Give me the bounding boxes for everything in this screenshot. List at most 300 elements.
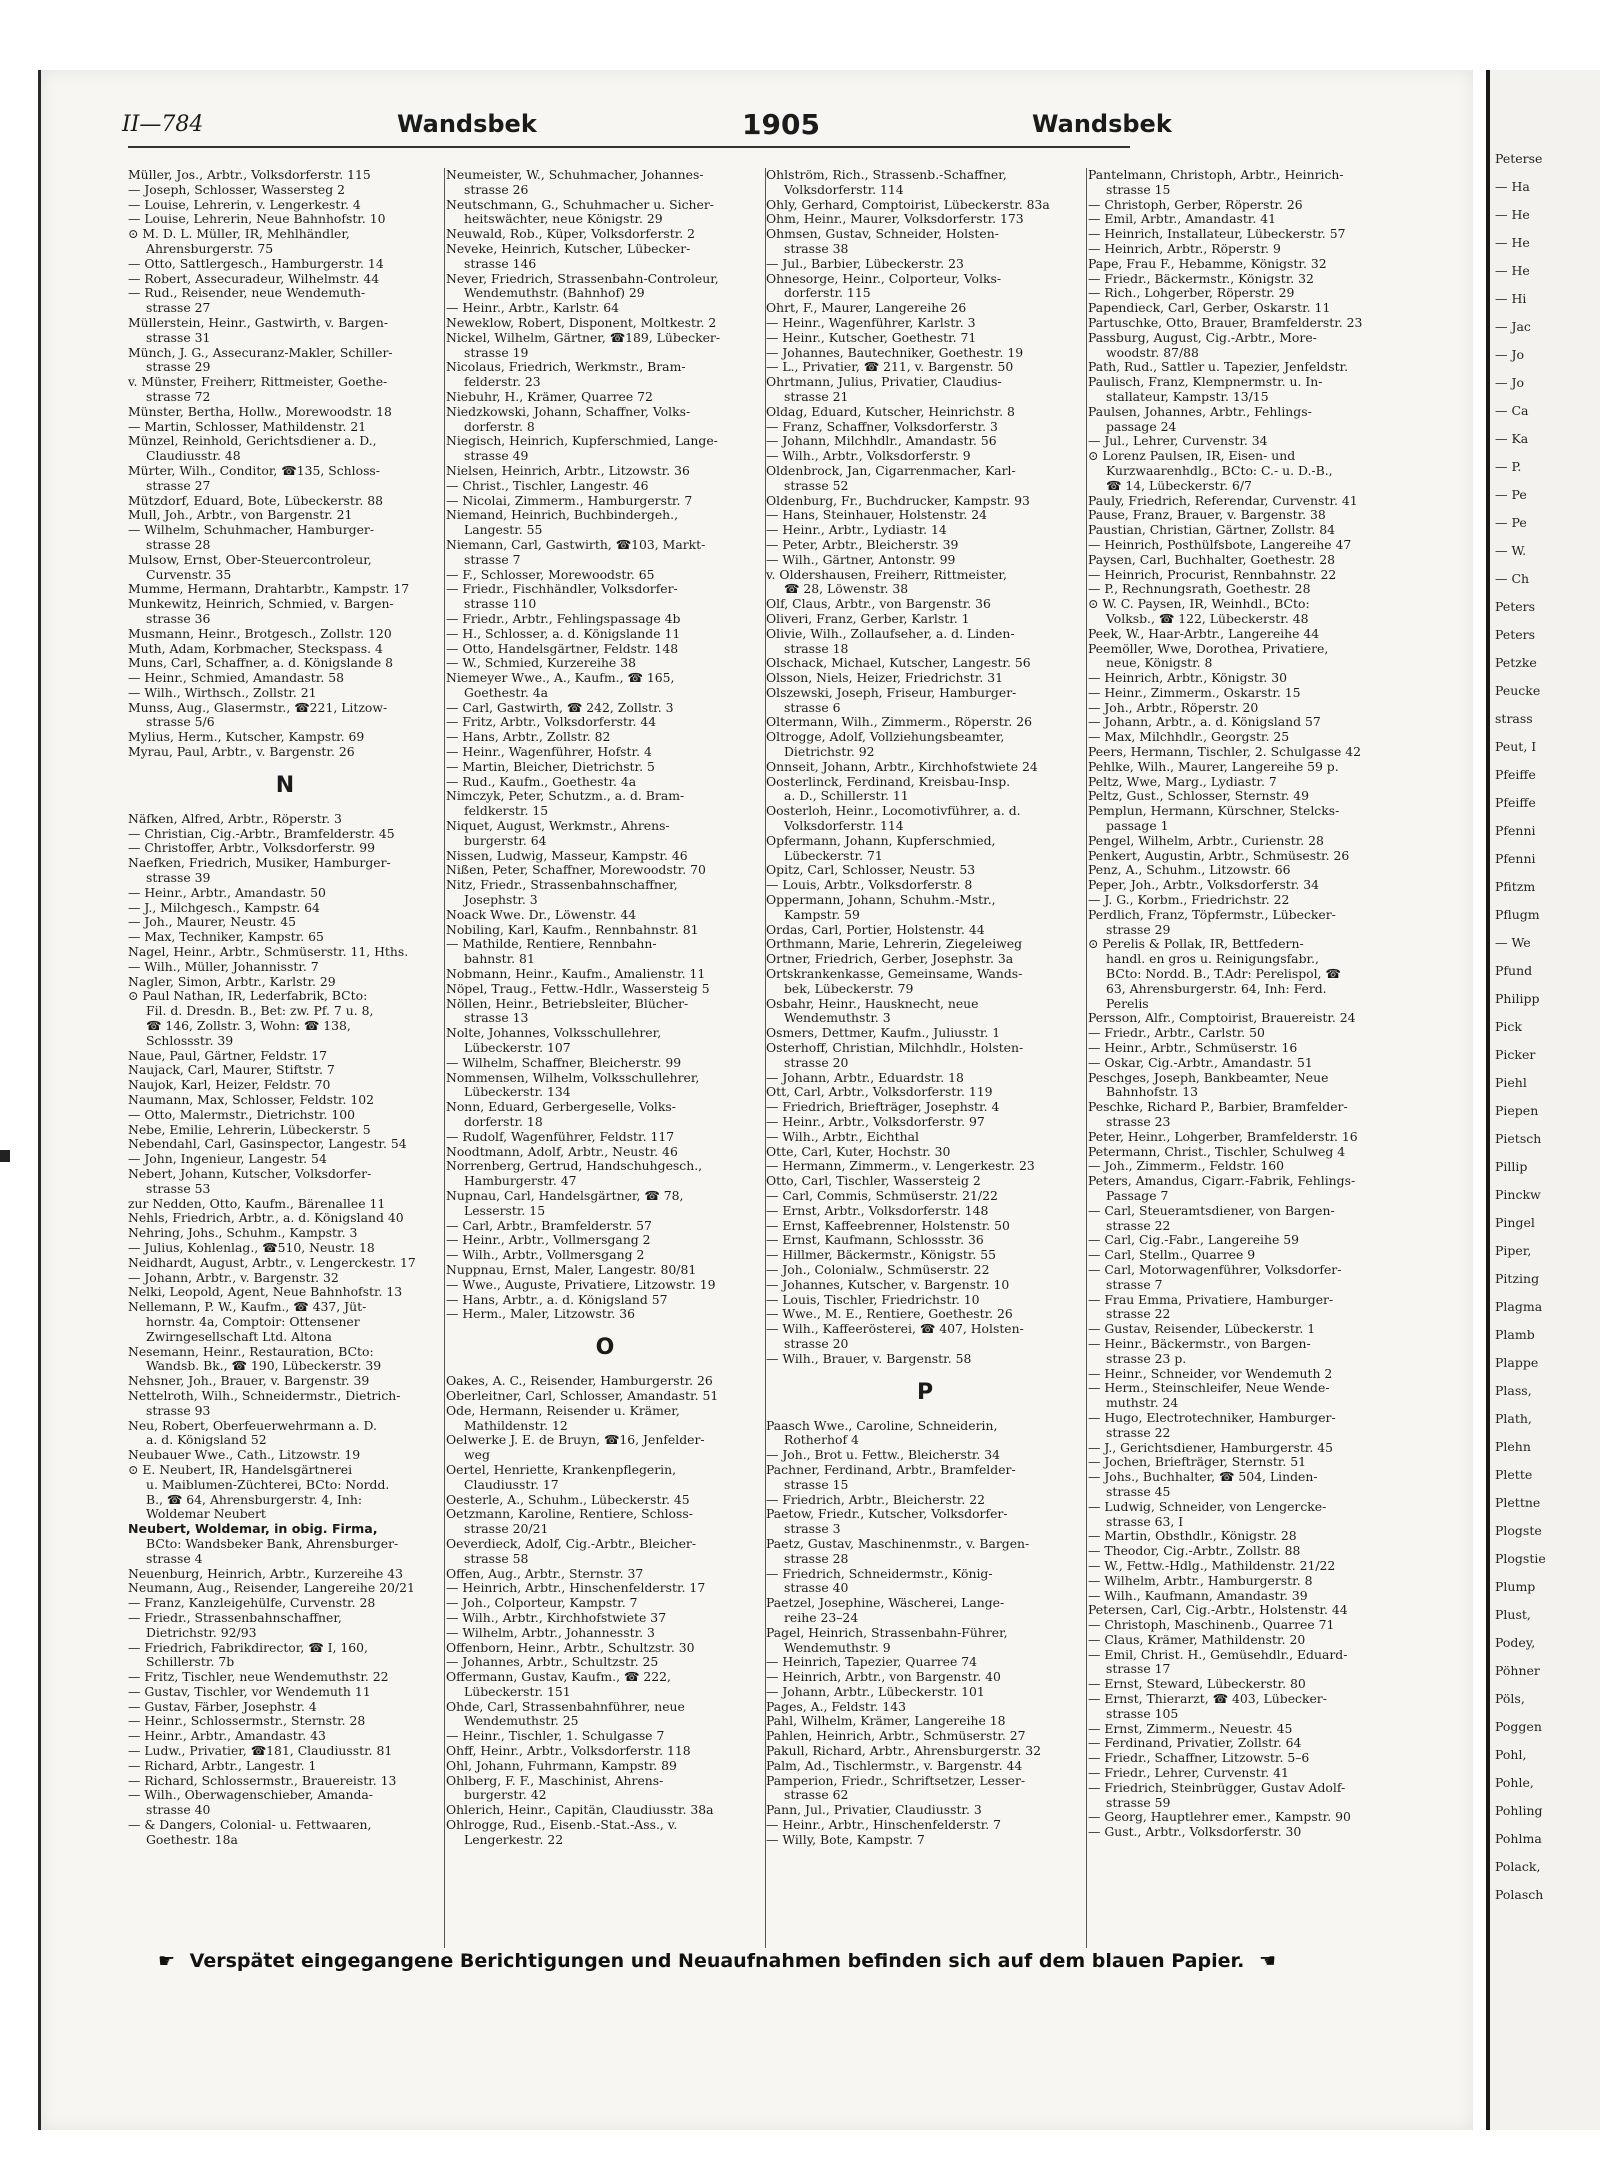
directory-entry: — Franz, Kanzleigehülfe, Curvenstr. 28 (128, 1595, 376, 1611)
directory-entry: — Claus, Krämer, Mathildenstr. 20 (1088, 1631, 1306, 1647)
directory-entry: Oldenburg, Fr., Buchdrucker, Kampstr. 93 (766, 492, 1030, 508)
directory-entry: Orthmann, Marie, Lehrerin, Ziegeleiweg (766, 936, 1023, 952)
entry-continuation: strasse 93 (146, 1402, 211, 1418)
directory-entry: — Friedr., Fischhändler, Volksdorfer- (446, 581, 678, 597)
edge-text-line: Plehn (1495, 1439, 1531, 1454)
edge-text-line: Piehl (1495, 1075, 1527, 1090)
edge-text-line: Pfund (1495, 963, 1533, 978)
directory-entry: Pantelmann, Christoph, Arbtr., Heinrich- (1088, 168, 1344, 182)
entry-continuation: strasse 7 (1106, 1276, 1163, 1292)
directory-entry: Opitz, Carl, Schlosser, Neustr. 53 (766, 862, 976, 878)
directory-entry: Oppermann, Johann, Schuhm.-Mstr., (766, 892, 996, 908)
directory-entry: v. Oldershausen, Freiherr, Rittmeister, (766, 566, 1007, 582)
entry-continuation: 63, Ahrensburgerstr. 64, Inh: Ferd. (1106, 980, 1327, 996)
directory-entry: — Otto, Sattlergesch., Hamburgerstr. 14 (128, 255, 384, 271)
edge-text-line: Pfenni (1495, 823, 1536, 838)
entry-continuation: ☎ 146, Zollstr. 3, Wohn: ☎ 138, (146, 1018, 351, 1034)
directory-entry: ⊙ M. D. L. Müller, IR, Mehlhändler, (128, 226, 350, 242)
directory-entry: — Johs., Buchhalter, ☎ 504, Linden- (1088, 1469, 1318, 1485)
directory-entry: — Ernst, Thierarzt, ☎ 403, Lübecker- (1088, 1691, 1327, 1707)
directory-entry: Pengel, Wilhelm, Arbtr., Curienstr. 28 (1088, 832, 1324, 848)
directory-entry: Mylius, Herm., Kutscher, Kampstr. 69 (128, 729, 365, 745)
entry-continuation: ☎ 28, Löwenstr. 38 (784, 581, 909, 597)
edge-text-line: Pohling (1495, 1803, 1543, 1818)
directory-entry: Niedzkowski, Johann, Schaffner, Volks- (446, 403, 691, 419)
entry-continuation: strasse 28 (784, 1550, 849, 1566)
entry-continuation: bahnstr. 81 (464, 951, 535, 967)
directory-entry: — Frau Emma, Privatiere, Hamburger- (1088, 1291, 1334, 1307)
directory-entry: Nebert, Johann, Kutscher, Volksdorfer- (128, 1166, 372, 1181)
entry-continuation: strasse 15 (1106, 181, 1171, 197)
directory-entry: Otto, Carl, Tischler, Wassersteig 2 (766, 1173, 981, 1189)
directory-entry: — & Dangers, Colonial- u. Fettwaaren, (128, 1817, 372, 1833)
directory-entry: — Friedr., Schaffner, Litzowstr. 5–6 (1088, 1750, 1310, 1766)
edge-text-line: Pingel (1495, 1215, 1535, 1230)
directory-entry: Neubert, Woldemar, in obig. Firma, (128, 1521, 378, 1537)
directory-entry: — Joh., Brot u. Fettw., Bleicherstr. 34 (766, 1447, 1001, 1463)
directory-entry: Muns, Carl, Schaffner, a. d. Königslande 8 (128, 655, 393, 671)
directory-entry: Nesemann, Heinr., Restauration, BCto: (128, 1343, 374, 1359)
directory-entry: — Heinr., Schlossermstr., Sternstr. 28 (128, 1713, 366, 1729)
directory-entry: — Wilh., Arbtr., Vollmersgang 2 (446, 1247, 645, 1263)
directory-entry: Pagel, Heinrich, Strassenbahn-Führer, (766, 1624, 1008, 1640)
entry-continuation: Perelis (1106, 995, 1149, 1011)
directory-entry: — Martin, Schlosser, Mathildenstr. 21 (128, 418, 367, 434)
directory-entry: Nicolaus, Friedrich, Werkmstr., Bram- (446, 359, 686, 375)
directory-entry: — Heinr., Schneider, vor Wendemuth 2 (1088, 1365, 1333, 1381)
directory-entry: — Rud., Reisender, neue Wendemuth- (128, 285, 366, 301)
directory-entry: — Emil, Arbtr., Amandastr. 41 (1088, 211, 1277, 227)
directory-entry: Oosterloh, Heinr., Locomotivführer, a. d. (766, 803, 1021, 819)
directory-entry: Petermann, Christ., Tischler, Schulweg 4 (1088, 1143, 1346, 1159)
section-letter: O (595, 1335, 615, 1361)
directory-entry: — Ludw., Privatier, ☎181, Claudiusstr. 81 (128, 1743, 393, 1759)
entry-continuation: strasse 49 (464, 448, 529, 464)
directory-entry: — H., Schlosser, a. d. Königslande 11 (446, 625, 681, 641)
directory-entry: Penz, A., Schuhm., Litzowstr. 66 (1088, 862, 1291, 878)
directory-column-1 (128, 168, 442, 1948)
edge-text-line: — Ha (1495, 179, 1530, 194)
edge-text-line: — Pe (1495, 515, 1527, 530)
entry-continuation: Claudiusstr. 48 (146, 448, 241, 464)
edge-text-line: Plass, (1495, 1383, 1532, 1398)
edge-text-line: — He (1495, 207, 1530, 222)
directory-entry: Pahl, Wilhelm, Krämer, Langereihe 18 (766, 1713, 1006, 1729)
entry-continuation: strasse 20/21 (464, 1521, 549, 1537)
directory-entry: — Carl, Arbtr., Bramfelderstr. 57 (446, 1217, 652, 1233)
directory-entry: Ordas, Carl, Portier, Holstenstr. 44 (766, 921, 985, 937)
directory-entry: Ott, Carl, Arbtr., Volksdorferstr. 119 (766, 1084, 993, 1100)
directory-entry: — Heinr., Kutscher, Goethestr. 71 (766, 329, 977, 345)
directory-entry: — Wilh., Arbtr., Eichthal (766, 1128, 919, 1144)
directory-entry: Nolte, Johannes, Volksschullehrer, (446, 1025, 662, 1041)
directory-entry: — Heinr., Arbtr., Amandastr. 50 (128, 884, 326, 900)
directory-entry: — Heinr., Wagenführer, Hofstr. 4 (446, 744, 652, 760)
page-number: II—784 (122, 112, 204, 137)
directory-entry: — Heinrich, Arbtr., von Bargenstr. 40 (766, 1669, 1001, 1685)
directory-entry: — J., Milchgesch., Kampstr. 64 (128, 899, 320, 915)
directory-entry: Ohmsen, Gustav, Schneider, Holsten- (766, 226, 999, 242)
entry-continuation: strasse 19 (464, 344, 529, 360)
edge-text-line: Plath, (1495, 1411, 1532, 1426)
edge-text-line: Plogstie (1495, 1551, 1546, 1566)
edge-text-line: Polasch (1495, 1887, 1544, 1902)
entry-continuation: hornstr. 4a, Comptoir: Ottensener (146, 1313, 360, 1329)
entry-continuation: Hamburgerstr. 47 (464, 1173, 577, 1189)
entry-continuation: strasse 20 (784, 1054, 849, 1070)
directory-entry: — Christian, Cig.-Arbtr., Bramfelderstr. 45 (128, 825, 395, 841)
directory-entry: — Franz, Schaffner, Volksdorferstr. 3 (766, 418, 998, 434)
entry-continuation: Rotherhof 4 (784, 1432, 859, 1448)
directory-entry: — Wilh., Wirthsch., Zollstr. 21 (128, 684, 317, 700)
directory-entry: — Georg, Hauptlehrer emer., Kampstr. 90 (1088, 1809, 1351, 1825)
entry-continuation: Lübeckerstr. 151 (464, 1683, 571, 1699)
directory-entry: — Wilh., Oberwagenschieber, Amanda- (128, 1787, 373, 1803)
directory-entry: Otte, Carl, Kuter, Hochstr. 30 (766, 1143, 951, 1159)
entry-continuation: strasse 17 (1106, 1661, 1171, 1677)
entry-continuation: strasse 45 (1106, 1483, 1171, 1499)
directory-entry: — Heinr., Zimmerm., Oskarstr. 15 (1088, 684, 1301, 700)
directory-entry: Oesterle, A., Schuhm., Lübeckerstr. 45 (446, 1491, 690, 1507)
directory-entry: — Wilh., Kaffeerösterei, ☎ 407, Holsten- (766, 1321, 1024, 1337)
directory-entry: — Heinr., Arbtr., Volksdorferstr. 97 (766, 1114, 985, 1129)
entry-continuation: strasse 23 p. (1106, 1350, 1187, 1366)
directory-entry: Noack Wwe. Dr., Löwenstr. 44 (446, 906, 637, 922)
directory-entry: — Heinrich, Arbtr., Röperstr. 9 (1088, 240, 1281, 256)
directory-entry: Nitz, Friedr., Strassenbahnschaffner, (446, 877, 678, 893)
entry-continuation: Wendemuthstr. 3 (784, 1010, 891, 1026)
entry-continuation: Lübeckerstr. 107 (464, 1040, 571, 1056)
entry-continuation: heitswächter, neue Königstr. 29 (464, 211, 663, 227)
directory-entry: Muth, Adam, Korbmacher, Steckspass. 4 (128, 640, 383, 656)
directory-entry: — Carl, Commis, Schmüserstr. 21/22 (766, 1187, 998, 1203)
directory-entry: ⊙ Perelis & Pollak, IR, Bettfedern- (1088, 936, 1304, 952)
edge-text-line: Philipp (1495, 991, 1540, 1006)
directory-entry: — Carl, Motorwagenführer, Volksdorfer- (1088, 1261, 1342, 1277)
directory-entry: Niemann, Carl, Gastwirth, ☎103, Markt- (446, 536, 706, 552)
directory-entry: Oltermann, Wilh., Zimmerm., Röperstr. 26 (766, 714, 1032, 730)
directory-entry: Oliveri, Franz, Gerber, Karlstr. 1 (766, 610, 970, 626)
entry-continuation: passage 24 (1106, 418, 1177, 434)
directory-entry: — Johann, Arbtr., Eduardstr. 18 (766, 1069, 964, 1085)
city-title-right: Wandsbek (1032, 110, 1172, 138)
directory-entry: — Ernst, Kaufmann, Schlossstr. 36 (766, 1232, 984, 1248)
entry-continuation: Fil. d. Dresdn. B., Bet: zw. Pf. 7 u. 8, (146, 1003, 374, 1019)
directory-entry: — Friedr., Bäckermstr., Königstr. 32 (1088, 270, 1314, 286)
entry-continuation: strasse 105 (1106, 1705, 1179, 1721)
directory-entry: Pann, Jul., Privatier, Claudiusstr. 3 (766, 1802, 982, 1818)
directory-entry: Path, Rud., Sattler u. Tapezier, Jenfeldstr. (1088, 359, 1349, 375)
directory-entry: — Johann, Milchhdlr., Amandastr. 56 (766, 433, 997, 449)
directory-entry: — Friedr., Arbtr., Carlstr. 50 (1088, 1025, 1265, 1041)
directory-entry: — Heinr., Arbtr., Amandastr. 43 (128, 1728, 326, 1744)
entry-continuation: BCto: Nordd. B., T.Adr: Perelispol, ☎ (1106, 966, 1341, 982)
directory-entry: — J. G., Korbm., Friedrichstr. 22 (1088, 892, 1290, 908)
directory-entry: Nöllen, Heinr., Betriebsleiter, Blücher- (446, 995, 689, 1011)
entry-continuation: strasse 38 (784, 240, 849, 256)
directory-entry: Passburg, August, Cig.-Arbtr., More- (1088, 329, 1317, 345)
directory-entry: Noodtmann, Adolf, Arbtr., Neustr. 46 (446, 1143, 678, 1159)
directory-entry: Peltz, Gust., Schlosser, Sternstr. 49 (1088, 788, 1310, 804)
directory-entry: — Louis, Tischler, Friedrichstr. 10 (766, 1291, 980, 1307)
edge-text-line: Plogste (1495, 1523, 1542, 1538)
directory-entry: Pemplun, Hermann, Kürschner, Stelcks- (1088, 803, 1340, 819)
entry-continuation: strasse 4 (146, 1550, 203, 1566)
directory-entry: Peek, W., Haar-Arbtr., Langereihe 44 (1088, 625, 1320, 641)
directory-entry: — Wilh., Arbtr., Volksdorferstr. 9 (766, 448, 971, 464)
directory-entry: — Nicolai, Zimmerm., Hamburgerstr. 7 (446, 492, 693, 508)
directory-entry: Olsson, Niels, Heizer, Friedrichstr. 31 (766, 670, 1003, 686)
entry-continuation: strasse 59 (1106, 1794, 1171, 1810)
entry-continuation: strasse 110 (464, 596, 537, 612)
directory-entry: Ohl, Johann, Fuhrmann, Kampstr. 89 (446, 1757, 677, 1773)
entry-continuation: strasse 36 (146, 610, 211, 626)
entry-continuation: strasse 22 (1106, 1217, 1171, 1233)
directory-entry: — Wilh., Gärtner, Antonstr. 99 (766, 551, 956, 567)
section-letter: N (275, 772, 295, 798)
directory-entry: Naefken, Friedrich, Musiker, Hamburger- (128, 855, 391, 871)
directory-entry: — Julius, Kohlenlag., ☎510, Neustr. 18 (128, 1239, 375, 1255)
edge-text-line: strass (1495, 711, 1533, 726)
directory-entry: — Richard, Arbtr., Langestr. 1 (128, 1757, 317, 1773)
entry-continuation: feldkerstr. 15 (464, 803, 549, 819)
entry-continuation: strasse 22 (1106, 1424, 1171, 1440)
directory-entry: — Theodor, Cig.-Arbtr., Zollstr. 88 (1088, 1543, 1301, 1559)
edge-text-line: Peucke (1495, 683, 1541, 698)
directory-entry: Ohm, Heinr., Maurer, Volksdorferstr. 173 (766, 211, 1024, 227)
entry-continuation: muthstr. 24 (1106, 1395, 1179, 1411)
directory-entry: Offen, Aug., Arbtr., Sternstr. 37 (446, 1565, 644, 1581)
directory-entry: — Gustav, Tischler, vor Wendemuth 11 (128, 1683, 371, 1699)
edge-text-line: Pfenni (1495, 851, 1536, 866)
directory-entry: Mumme, Hermann, Drahtarbtr., Kampstr. 17 (128, 581, 410, 597)
pointing-hand-right-icon: ☚ (1258, 1950, 1277, 1972)
section-letter: P (916, 1379, 934, 1405)
entry-continuation: woodstr. 87/88 (1106, 344, 1199, 360)
edge-text-line: — Hi (1495, 291, 1527, 306)
directory-entry: Olszewski, Joseph, Friseur, Hamburger- (766, 684, 1017, 700)
directory-entry: — Hans, Steinhauer, Holstenstr. 24 (766, 507, 988, 523)
directory-entry: Osmers, Dettmer, Kaufm., Juliusstr. 1 (766, 1025, 1001, 1041)
directory-entry: — Joh., Colonialw., Schmüserstr. 22 (766, 1261, 990, 1277)
footer-notice (150, 1950, 1350, 1980)
directory-entry: Niemeyer Wwe., A., Kaufm., ☎ 165, (446, 670, 675, 686)
entry-continuation: strasse 58 (464, 1550, 529, 1566)
entry-continuation: Lengerkestr. 22 (464, 1831, 564, 1847)
directory-entry: Ohrt, F., Maurer, Langereihe 26 (766, 300, 967, 316)
directory-entry: — Peter, Arbtr., Bleicherstr. 39 (766, 536, 959, 552)
directory-entry: Peschke, Richard P., Barbier, Bramfelder- (1088, 1099, 1348, 1115)
directory-entry: — Heinr., Arbtr., Lydiastr. 14 (766, 522, 947, 538)
edge-text-line: Pillip (1495, 1159, 1528, 1174)
entry-continuation: Kampstr. 59 (784, 906, 860, 922)
directory-entry: — P., Rechnungsrath, Goethestr. 28 (1088, 581, 1311, 597)
edge-text-line: Pick (1495, 1019, 1522, 1034)
entry-continuation: Josephstr. 3 (464, 892, 538, 908)
directory-entry: Peers, Hermann, Tischler, 2. Schulgasse 42 (1088, 744, 1362, 760)
entry-continuation: Goethestr. 4a (464, 684, 549, 700)
entry-continuation: Zwirngesellschaft Ltd. Altona (146, 1328, 332, 1344)
directory-entry: — Johannes, Arbtr., Schultzstr. 25 (446, 1654, 659, 1670)
directory-entry: — Carl, Cig.-Fabr., Langereihe 59 (1088, 1232, 1300, 1248)
directory-entry: Mützdorf, Eduard, Bote, Lübeckerstr. 88 (128, 492, 384, 508)
entry-continuation: Kurzwaarenhdlg., BCto: C.- u. D.-B., (1106, 462, 1333, 478)
edge-text-line: Pfitzm (1495, 879, 1536, 894)
directory-entry: Nommensen, Wilhelm, Volksschullehrer, (446, 1069, 700, 1085)
directory-entry: ⊙ Lorenz Paulsen, IR, Eisen- und (1088, 448, 1296, 464)
directory-entry: Nielsen, Heinrich, Arbtr., Litzowstr. 36 (446, 462, 690, 478)
entry-continuation: strasse 28 (146, 536, 211, 552)
directory-entry: Osbahr, Heinr., Hausknecht, neue (766, 995, 979, 1011)
edge-text-line: Pinckw (1495, 1187, 1541, 1202)
directory-entry: Oldenbrock, Jan, Cigarrenmacher, Karl- (766, 462, 1016, 478)
directory-entry: — Wilh., Müller, Johannisstr. 7 (128, 958, 319, 974)
directory-entry: — Hillmer, Bäckermstr., Königstr. 55 (766, 1247, 997, 1263)
directory-entry: Neuenburg, Heinrich, Arbtr., Kurzereihe 43 (128, 1565, 404, 1581)
directory-entry: — Ludwig, Schneider, von Lengercke- (1088, 1498, 1327, 1514)
directory-entry: Oberleitner, Carl, Schlosser, Amandastr. 51 (446, 1387, 719, 1403)
edge-text-line: — Pe (1495, 487, 1527, 502)
directory-entry: — Heinr., Wagenführer, Karlstr. 3 (766, 314, 976, 330)
directory-entry: — Ernst, Kaffeebrenner, Holstenstr. 50 (766, 1217, 1010, 1233)
year-title: 1905 (742, 108, 820, 141)
directory-entry: Persson, Alfr., Comptoirist, Brauereistr. 24 (1088, 1010, 1356, 1026)
edge-text-line: — Ch (1495, 571, 1530, 586)
entry-continuation: Langestr. 55 (464, 522, 543, 538)
directory-entry: — Heinr., Arbtr., Schmüserstr. 16 (1088, 1040, 1298, 1056)
directory-entry: Munss, Aug., Glasermstr., ☎221, Litzow- (128, 699, 388, 715)
directory-entry: Peltz, Wwe, Marg., Lydiastr. 7 (1088, 773, 1277, 789)
directory-entry: — Joseph, Schlosser, Wassersteg 2 (128, 181, 345, 197)
directory-entry: Nickel, Wilhelm, Gärtner, ☎189, Lübecker- (446, 329, 721, 345)
directory-entry: Näfken, Alfred, Arbtr., Röperstr. 3 (128, 810, 342, 826)
entry-continuation: weg (464, 1447, 490, 1463)
directory-entry: — Max, Milchhdlr., Georgstr. 25 (1088, 729, 1290, 745)
directory-entry: Niebuhr, H., Krämer, Quarree 72 (446, 388, 653, 404)
directory-entry: Müllerstein, Heinr., Gastwirth, v. Bargen- (128, 314, 389, 330)
directory-entry: — Fritz, Arbtr., Volksdorferstr. 44 (446, 714, 657, 730)
directory-entry: Ohrtmann, Julius, Privatier, Claudius- (766, 374, 1002, 390)
directory-entry: Naue, Paul, Gärtner, Feldstr. 17 (128, 1047, 328, 1063)
directory-entry: — Jochen, Briefträger, Sternstr. 51 (1088, 1454, 1307, 1470)
entry-continuation: Bahnhofstr. 13 (1106, 1084, 1199, 1100)
directory-entry: — Hans, Arbtr., Zollstr. 82 (446, 729, 611, 745)
directory-entry: — Wilh., Brauer, v. Bargenstr. 58 (766, 1350, 972, 1366)
directory-entry: — John, Ingenieur, Langestr. 54 (128, 1151, 327, 1167)
edge-text-line: Plagma (1495, 1299, 1543, 1314)
directory-entry: Papendieck, Carl, Gerber, Oskarstr. 11 (1088, 300, 1331, 316)
directory-entry: Oetzmann, Karoline, Rentiere, Schloss- (446, 1506, 693, 1522)
directory-entry: Paulisch, Franz, Klempnermstr. u. In- (1088, 374, 1323, 390)
entry-continuation: Wandsb. Bk., ☎ 190, Lübeckerstr. 39 (146, 1358, 382, 1374)
directory-entry: Nöpel, Traug., Fettw.-Hdlr., Wassersteig 5 (446, 980, 710, 996)
directory-entry: Oertel, Henriette, Krankenpflegerin, (446, 1461, 677, 1477)
directory-entry: Nuppnau, Ernst, Maler, Langestr. 80/81 (446, 1261, 697, 1277)
entry-continuation: u. Maiblumen-Züchterei, BCto: Nordd. (146, 1476, 390, 1492)
entry-continuation: Wendemuthstr. (Bahnhof) 29 (464, 285, 645, 301)
entry-continuation: strasse 40 (784, 1580, 849, 1596)
entry-continuation: strasse 27 (146, 477, 211, 493)
directory-entry: Neumeister, W., Schuhmacher, Johannes- (446, 168, 704, 182)
header-rule (128, 146, 1130, 148)
directory-entry: zur Nedden, Otto, Kaufm., Bärenallee 11 (128, 1195, 386, 1211)
directory-entry: Niemand, Heinrich, Buchbindergeh., (446, 507, 679, 523)
directory-entry: — Hugo, Electrotechniker, Hamburger- (1088, 1409, 1336, 1425)
directory-entry: Nagel, Heinr., Arbtr., Schmüserstr. 11, Hths. (128, 944, 409, 960)
directory-entry: — Christoph, Maschinenb., Quarree 71 (1088, 1617, 1335, 1633)
directory-entry: Never, Friedrich, Strassenbahn-Controleur, (446, 270, 719, 286)
entry-continuation: strasse 23 (1106, 1114, 1171, 1129)
directory-entry: Osterhoff, Christian, Milchhdlr., Holsten- (766, 1040, 1024, 1056)
directory-entry: — Christ., Tischler, Langestr. 46 (446, 477, 649, 493)
directory-entry: — Wilhelm, Schaffner, Bleicherstr. 99 (446, 1054, 682, 1070)
page-header (92, 108, 1172, 148)
entry-continuation: stallateur, Kampstr. 13/15 (1106, 388, 1269, 404)
entry-continuation: BCto: Wandsbeker Bank, Ahrensburger- (146, 1535, 399, 1551)
directory-entry: — Wwe., M. E., Rentiere, Goethestr. 26 (766, 1306, 1013, 1322)
directory-entry: Mull, Joh., Arbtr., von Bargenstr. 21 (128, 507, 353, 523)
directory-entry: — Friedrich, Briefträger, Josephstr. 4 (766, 1099, 1000, 1115)
edge-text-line: — Jo (1495, 375, 1525, 390)
directory-column-4 (1088, 168, 1406, 1948)
directory-entry: — Oskar, Cig.-Arbtr., Amandastr. 51 (1088, 1054, 1313, 1070)
directory-entry: — Richard, Schlossermstr., Brauereistr. 13 (128, 1772, 397, 1788)
directory-entry: Müller, Jos., Arbtr., Volksdorferstr. 115 (128, 168, 371, 182)
edge-text-line: — W. (1495, 543, 1527, 558)
entry-continuation: strasse 13 (464, 1010, 529, 1026)
entry-continuation: Volksdorferstr. 114 (784, 818, 904, 834)
directory-entry: — Wilhelm, Arbtr., Johannesstr. 3 (446, 1624, 655, 1640)
directory-entry: Pachner, Ferdinand, Arbtr., Bramfelder- (766, 1461, 1016, 1477)
directory-entry: Naujack, Carl, Maurer, Stiftstr. 7 (128, 1062, 335, 1078)
directory-entry: Oeverdieck, Adolf, Cig.-Arbtr., Bleicher- (446, 1535, 697, 1551)
edge-text-line: Pohle, (1495, 1775, 1534, 1790)
directory-entry: Nonn, Eduard, Gerbergeselle, Volks- (446, 1099, 676, 1115)
directory-entry: — Johann, Arbtr., Lübeckerstr. 101 (766, 1683, 985, 1699)
directory-entry: Ohlberg, F. F., Maschinist, Ahrens- (446, 1772, 664, 1788)
directory-entry: — F., Schlosser, Morewoodstr. 65 (446, 566, 655, 582)
directory-entry: Ohde, Carl, Strassenbahnführer, neue (446, 1698, 685, 1714)
directory-entry: Onnseit, Johann, Arbtr., Kirchhofstwiete 24 (766, 758, 1038, 774)
directory-entry: Nagler, Simon, Arbtr., Karlstr. 29 (128, 973, 336, 989)
edge-text-line: Polack, (1495, 1859, 1541, 1874)
directory-entry: — Hans, Arbtr., a. d. Königsland 57 (446, 1291, 668, 1307)
directory-entry: Ode, Hermann, Reisender u. Krämer, (446, 1402, 680, 1418)
directory-entry: Niegisch, Heinrich, Kupferschmied, Lange- (446, 433, 718, 449)
entry-continuation: Curvenstr. 35 (146, 566, 232, 582)
directory-column-2 (446, 168, 764, 1948)
directory-entry: — Carl, Steueramtsdiener, von Bargen- (1088, 1202, 1335, 1218)
directory-entry: — Wilh., Arbtr., Kirchhofstwiete 37 (446, 1609, 667, 1625)
entry-continuation: strasse 6 (784, 699, 841, 715)
directory-entry: — Joh., Colporteur, Kampstr. 7 (446, 1595, 638, 1611)
directory-entry: — Wilhelm, Schuhmacher, Hamburger- (128, 522, 375, 538)
directory-entry: — Gustav, Reisender, Lübeckerstr. 1 (1088, 1321, 1316, 1337)
edge-text-line: Pohl, (1495, 1747, 1527, 1762)
entry-continuation: Mathildenstr. 12 (464, 1417, 568, 1433)
directory-entry: — Hermann, Zimmerm., v. Lengerkestr. 23 (766, 1158, 1035, 1174)
directory-column-3 (766, 168, 1084, 1948)
directory-entry: Peters, Amandus, Cigarr.-Fabrik, Fehlings- (1088, 1173, 1356, 1189)
directory-entry: — Friedrich, Schneidermstr., König- (766, 1565, 993, 1581)
edge-text-line: Pitzing (1495, 1271, 1540, 1286)
directory-entry: — Herm., Steinschleifer, Neue Wende- (1088, 1380, 1330, 1396)
entry-continuation: strasse 21 (784, 388, 849, 404)
entry-continuation: burgerstr. 42 (464, 1787, 547, 1803)
directory-entry: Pauly, Friedrich, Referendar, Curvenstr. 41 (1088, 492, 1358, 508)
edge-text-line: Plamb (1495, 1327, 1535, 1342)
entry-continuation: a. d. Königsland 52 (146, 1432, 267, 1448)
